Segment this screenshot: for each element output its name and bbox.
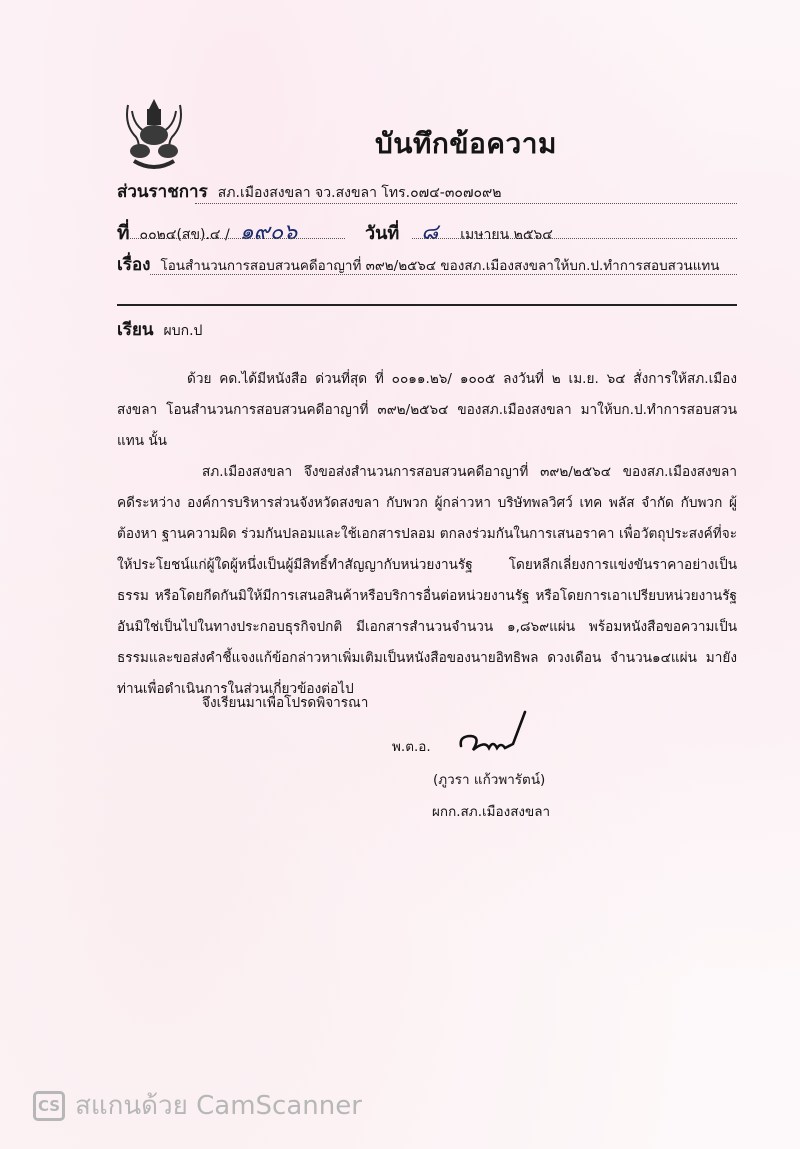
- camscanner-watermark: [33, 1085, 362, 1126]
- addressee-label: เรียน: [117, 320, 154, 340]
- handwritten-signature-icon: [455, 710, 535, 764]
- signatory-position: ผกก.สภ.เมืองสงขลา: [432, 804, 551, 820]
- department-value: สภ.เมืองสงขลา จว.สงขลา โทร.๐๗๔-๓๐๗๐๙๒: [217, 185, 502, 201]
- addressee-value: ผบก.ป: [163, 323, 203, 339]
- reference-row: [117, 214, 297, 249]
- body-paragraph-1: ด้วย คด.ได้มีหนังสือ ด่วนที่สุด ที่ ๐๐๑๑.๒๖/ ๑๐๐๕ ลงวันที่ ๒ เม.ย. ๖๔ สั่งการให้สภ.เมืองสงขลา โอนสำนวนการสอบสวนคดีอาญาที่ ๓๙๒/๒๕๖๔ ของสภ.เมืองสงขลา มาให้บก.ป.ทำการสอบสวนแทน นั้น: [117, 371, 737, 449]
- date-row: [365, 214, 553, 249]
- watermark-text: สแกนด้วย CamScanner: [75, 1091, 362, 1121]
- signature-rank: พ.ต.อ.: [392, 739, 431, 755]
- dotted-line: [150, 274, 737, 275]
- camscanner-logo-icon: CS: [33, 1091, 65, 1121]
- body-paragraph-2: สภ.เมืองสงขลา จึงขอส่งสำนวนการสอบสวนคดีอาญาที่ ๓๙๒/๒๕๖๔ ของสภ.เมืองสงขลา คดีระหว่าง องค์การบริหารส่วนจังหวัดสงขลา กับพวก ผู้กล่าวหา บริษัทพลวิศว์ เทค พลัส จำกัด กับพวก ผู้ต้องหา ฐานความผิด ร่วมกันปลอมและใช้เอกสารปลอม ตกลงร่วมกันในการเสนอราคา เพื่อวัตถุประสงค์ที่จะให้ประโยชน์แก่ผู้ใดผู้หนึ่งเป็นผู้มีสิทธิ์ทำสัญญากับหน่วยงานรัฐ โดยหลีกเลี่ยงการแข่งขันราคาอย่างเป็นธรรม หรือโดยกีดกันมิให้มีการเสนอสินค้าหรือบริการอื่นต่อหน่วยงานรัฐ หรือโดยการเอาเปรียบหน่วยงานรัฐอันมิใช่เป็นไปในทางประกอบธุรกิจปกติ มีเอกสารสำนวนจำนวน ๑,๘๖๙แผ่น พร้อมหนังสือขอความเป็นธรรมและขอส่งคำชี้แจงแก้ข้อกล่าวหาเพิ่มเติมเป็นหนังสือของนายอิทธิพล ดวงเดือน จำนวน๑๔แผ่น มายังท่านเพื่อดำเนินการในส่วนเกี่ยวข้องต่อไป: [117, 464, 737, 697]
- reference-number-handwritten: ๑๙๐๖: [239, 220, 298, 245]
- department-label: ส่วนราชการ: [117, 182, 208, 202]
- signatory-name: (ภูวรา แก้วพารัตน์): [433, 772, 546, 788]
- header-divider: [117, 304, 737, 306]
- subject-value: โอนสำนวนการสอบสวนคดีอาญาที่ ๓๙๒/๒๕๖๔ ของสภ.เมืองสงขลาให้บก.ป.ทำการสอบสวนแทน: [160, 258, 720, 274]
- reference-value: ๐๐๒๔(สข).๔ /: [139, 227, 230, 243]
- garuda-emblem-icon: [118, 95, 190, 175]
- date-label: วันที่: [365, 223, 400, 244]
- reference-label: ที่: [117, 222, 130, 244]
- closing-line: จึงเรียนมาเพื่อโปรดพิจารณา: [202, 695, 369, 711]
- dotted-line: [130, 238, 345, 239]
- date-day-handwritten: ๘: [421, 220, 439, 245]
- date-value: เมษายน ๒๕๖๔: [460, 227, 553, 243]
- addressee-row: [117, 316, 202, 343]
- document-title: บันทึกข้อความ: [375, 127, 557, 160]
- subject-label: เรื่อง: [117, 255, 151, 275]
- dotted-line: [195, 203, 737, 204]
- department-row: [117, 178, 502, 205]
- dotted-line: [412, 238, 737, 239]
